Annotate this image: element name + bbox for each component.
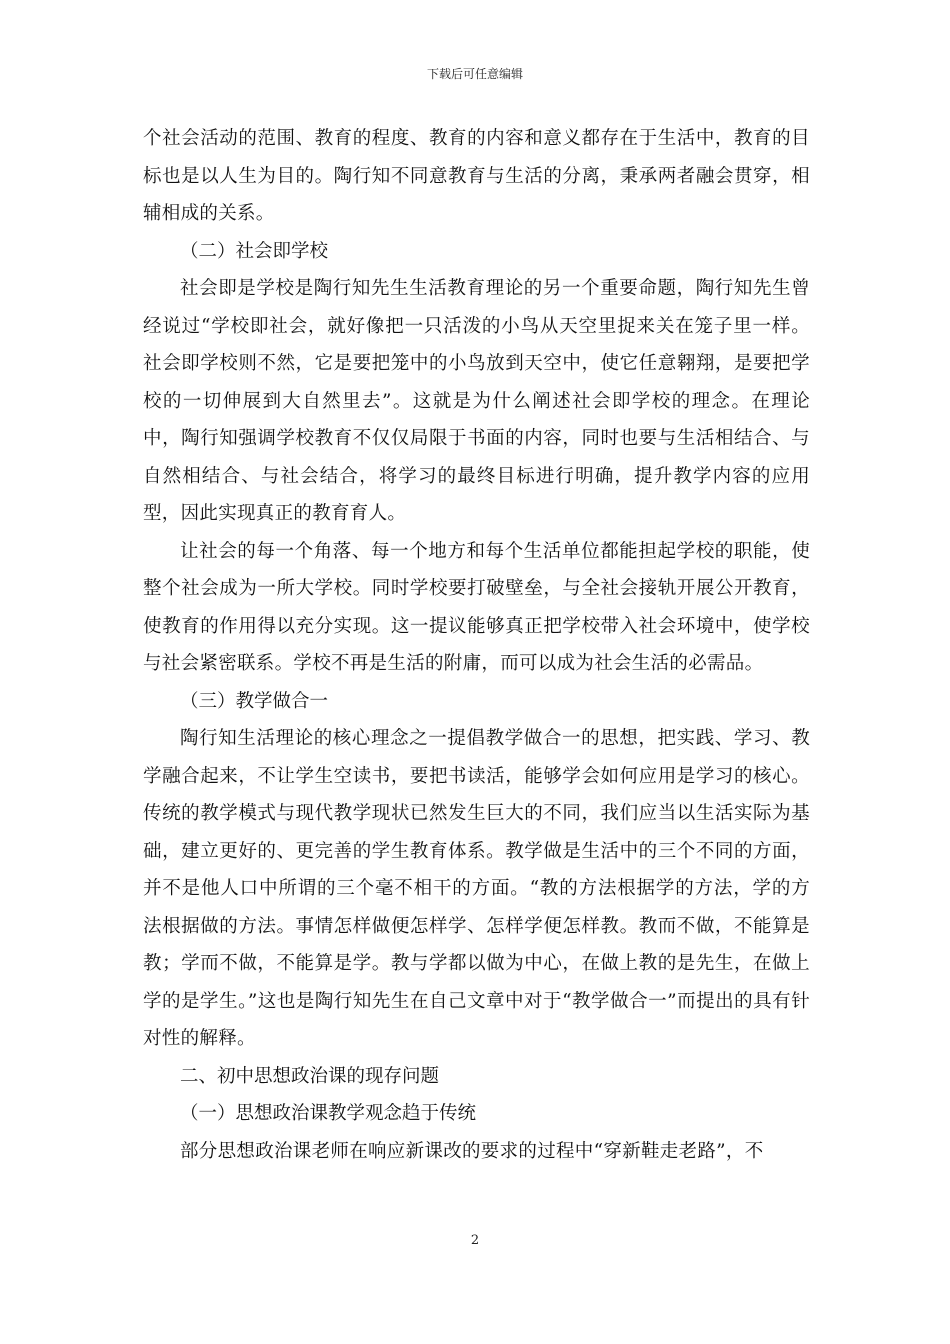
page-number: 2 [470, 1233, 480, 1248]
section-heading-2: （二）社会即学校 [180, 240, 329, 262]
paragraph-2: 社会即是学校是陶行知先生生活教育理论的另一个重要命题，陶行知先生曾经说过“学校即社会，就好像把一只活泼的小鸟从天空里捉来关在笼子里一样。社会即学校则不然，它是要把笼中的小鸟放到天空中，使它任意翱翔，是要把学校的一切伸展到大自然里去”。这就是为什么阐述社会即学校的理念。在理论中，陶行知强调学校教育不仅仅局限于书面的内容，同时也要与生活相结合、与自然相结合、与社会结合，将学习的最终目标进行明确，提升教学内容的应用型，因此实现真正的教育育人。 [143, 278, 810, 524]
paragraph-1: 个社会活动的范围、教育的程度、教育的内容和意义都存在于生活中，教育的目标也是以人生为目的。陶行知不同意教育与生活的分离，秉承两者融会贯穿，相辅相成的关系。 [143, 128, 810, 224]
paragraph-5: 部分思想政治课老师在响应新课改的要求的过程中“穿新鞋走老路”，不 [180, 1140, 764, 1162]
chapter-heading-2: 二、初中思想政治课的现存问题 [180, 1065, 440, 1087]
section-heading-3: （三）教学做合一 [180, 690, 329, 712]
document-body [143, 120, 810, 1170]
page-header: 下载后可任意编辑 [426, 67, 523, 81]
section-heading-2-1: （一）思想政治课教学观念趋于传统 [180, 1103, 477, 1124]
paragraph-3: 让社会的每一个角落、每一个地方和每个生活单位都能担起学校的职能，使整个社会成为一所大学校。同时学校要打破壁垒，与全社会接轨开展公开教育，使教育的作用得以充分实现。这一提议能够真正把学校带入社会环境中，使学校与社会紧密联系。学校不再是生活的附庸，而可以成为社会生活的必需品。 [143, 540, 810, 674]
paragraph-4: 陶行知生活理论的核心理念之一提倡教学做合一的思想，把实践、学习、教学融合起来，不让学生空读书，要把书读活，能够学会如何应用是学习的核心。传统的教学模式与现代教学现状已然发生巨大的不同，我们应当以生活实际为基础，建立更好的、更完善的学生教育体系。教学做是生活中的三个不同的方面，并不是他人口中所谓的三个毫不相干的方面。“教的方法根据学的方法，学的方法根据做的方法。事情怎样做便怎样学、怎样学便怎样教。教而不做，不能算是教；学而不做，不能算是学。教与学都以做为中心，在做上教的是先生，在做上学的是学生。”这也是陶行知先生在自己文章中对于“教学做合一”而提出的具有针对性的解释。 [143, 728, 810, 1049]
